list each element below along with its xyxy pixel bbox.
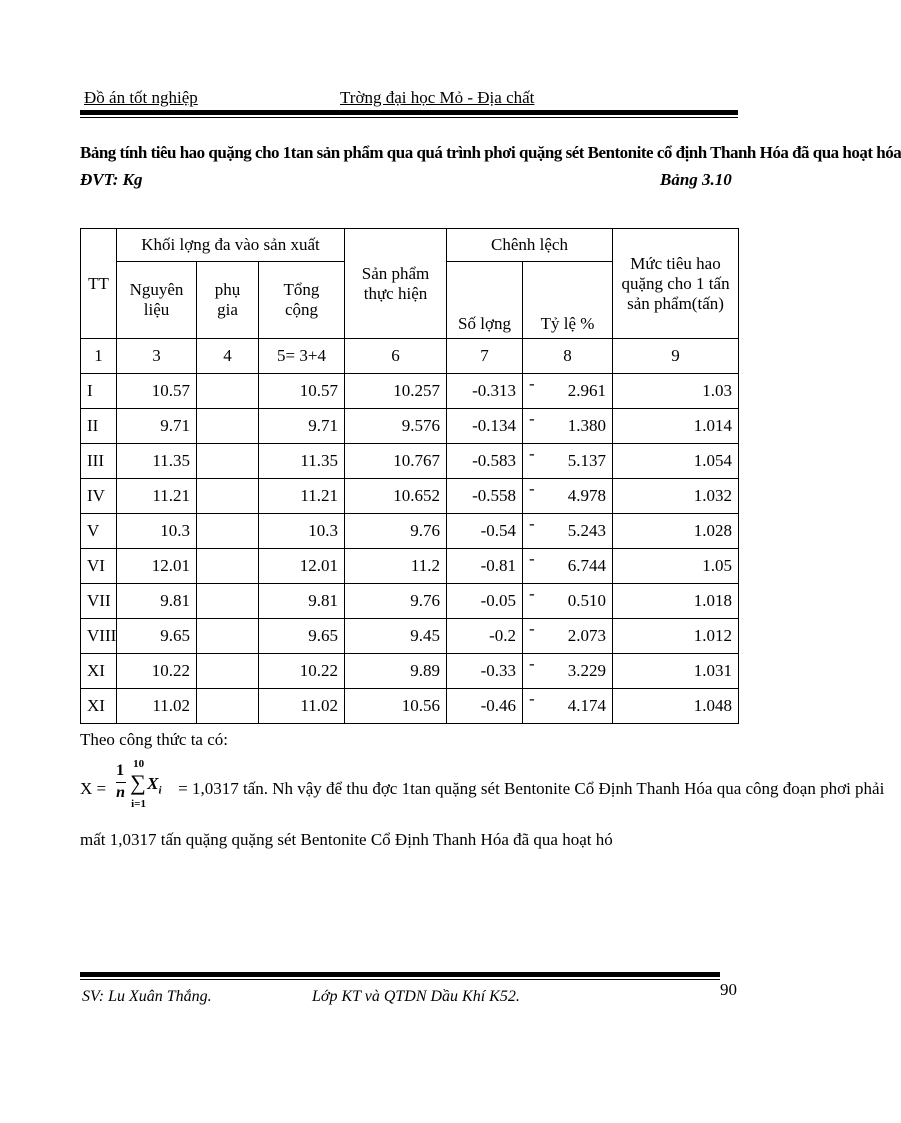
cell-tong-cong: 10.3 <box>259 514 345 549</box>
col-number: 3 <box>117 339 197 374</box>
table-row <box>81 689 739 724</box>
cell-muc-tieu-hao: 1.018 <box>613 584 739 619</box>
cell-muc-tieu-hao: 1.031 <box>613 654 739 689</box>
cell-muc-tieu-hao: 1.054 <box>613 444 739 479</box>
cell-phu-gia <box>197 619 259 654</box>
cell-so-luong: -0.558 <box>447 479 523 514</box>
cell-ty-le-value: 5.137 <box>567 451 607 470</box>
table-row <box>81 549 739 584</box>
cell-san-pham: 9.76 <box>345 514 447 549</box>
cell-phu-gia <box>197 514 259 549</box>
cell-dot: - <box>529 514 535 533</box>
formula-intro: Theo công thức ta có: <box>80 730 228 749</box>
cell-phu-gia <box>197 654 259 689</box>
row-tt: VIII <box>81 619 117 654</box>
cell-phu-gia <box>197 409 259 444</box>
fraction-denominator: n <box>116 784 126 801</box>
table-row <box>81 619 739 654</box>
table-row <box>81 409 739 444</box>
header-rule-thin <box>80 117 738 118</box>
footer-rule-thin <box>80 979 720 980</box>
cell-san-pham: 9.76 <box>345 584 447 619</box>
cell-dot: - <box>529 374 535 393</box>
formula-line <box>80 758 885 810</box>
cell-so-luong: -0.134 <box>447 409 523 444</box>
cell-ty-le-value: 2.073 <box>567 626 607 645</box>
table-row <box>81 584 739 619</box>
cell-ty-le <box>523 619 613 654</box>
cell-so-luong: -0.05 <box>447 584 523 619</box>
cell-phu-gia <box>197 689 259 724</box>
table-row <box>81 479 739 514</box>
row-tt: III <box>81 444 117 479</box>
cell-so-luong: -0.2 <box>447 619 523 654</box>
cell-ty-le <box>523 689 613 724</box>
cell-ty-le-value: 5.243 <box>567 521 607 540</box>
cell-muc-tieu-hao: 1.012 <box>613 619 739 654</box>
formula-result-text: = 1,0317 tấn. Nh vậy để thu đợc 1tan quặng sét Bentonite Cổ Định Thanh Hóa qua công đoạn phơi phải <box>178 778 885 798</box>
cell-ty-le <box>523 444 613 479</box>
cell-tong-cong: 11.21 <box>259 479 345 514</box>
cell-nguyen-lieu: 9.81 <box>117 584 197 619</box>
row-tt: VI <box>81 549 117 584</box>
cell-tong-cong: 9.81 <box>259 584 345 619</box>
cell-ty-le <box>523 479 613 514</box>
header-center-text: Trờng đại học Mỏ - Địa chất <box>340 88 535 107</box>
header-san-pham: Sản phẩm thực hiện <box>345 229 447 339</box>
cell-phu-gia <box>197 374 259 409</box>
cell-ty-le <box>523 654 613 689</box>
cell-ty-le <box>523 374 613 409</box>
col-number: 5= 3+4 <box>259 339 345 374</box>
table-row <box>81 514 739 549</box>
cell-dot: - <box>529 444 535 463</box>
cell-phu-gia <box>197 444 259 479</box>
cell-so-luong: -0.33 <box>447 654 523 689</box>
cell-nguyen-lieu: 9.65 <box>117 619 197 654</box>
cell-san-pham: 9.45 <box>345 619 447 654</box>
cell-nguyen-lieu: 11.35 <box>117 444 197 479</box>
cell-ty-le <box>523 584 613 619</box>
cell-ty-le-value: 6.744 <box>567 556 607 575</box>
row-tt: I <box>81 374 117 409</box>
page-number: 90 <box>720 980 737 999</box>
cell-ty-le-value: 4.978 <box>567 486 607 505</box>
cell-dot: - <box>529 689 535 708</box>
cell-nguyen-lieu: 11.02 <box>117 689 197 724</box>
row-tt: V <box>81 514 117 549</box>
sum-lower-limit: i=1 <box>131 798 146 810</box>
footer-rule-thick <box>80 972 720 977</box>
cell-tong-cong: 11.02 <box>259 689 345 724</box>
footer-class: Lớp KT và QTDN Dầu Khí K52. <box>312 988 520 1005</box>
cell-nguyen-lieu: 11.21 <box>117 479 197 514</box>
table-row <box>81 444 739 479</box>
cell-san-pham: 10.767 <box>345 444 447 479</box>
cell-san-pham: 10.652 <box>345 479 447 514</box>
header-ty-le: Tỷ lệ % <box>523 262 613 339</box>
col-number: 8 <box>523 339 613 374</box>
sum-variable <box>147 774 161 796</box>
cell-san-pham: 9.89 <box>345 654 447 689</box>
cell-ty-le-value: 1.380 <box>567 416 607 435</box>
cell-dot: - <box>529 409 535 428</box>
cell-so-luong: -0.81 <box>447 549 523 584</box>
table-body <box>81 374 739 724</box>
cell-tong-cong: 9.71 <box>259 409 345 444</box>
cell-muc-tieu-hao: 1.014 <box>613 409 739 444</box>
cell-san-pham: 10.56 <box>345 689 447 724</box>
row-tt: VII <box>81 584 117 619</box>
cell-nguyen-lieu: 12.01 <box>117 549 197 584</box>
cell-so-luong: -0.583 <box>447 444 523 479</box>
header-khoi-luong: Khối lợng đa vào sản xuất <box>117 229 345 262</box>
cell-dot: - <box>529 619 535 638</box>
header-tt: TT <box>81 229 117 339</box>
fraction-numerator: 1 <box>116 762 125 779</box>
sum-upper-limit: 10 <box>133 758 145 770</box>
cell-dot: - <box>529 549 535 568</box>
cell-san-pham: 9.576 <box>345 409 447 444</box>
cell-nguyen-lieu: 10.3 <box>117 514 197 549</box>
consumption-table <box>80 228 739 724</box>
cell-ty-le-value: 2.961 <box>567 381 607 400</box>
formula-x-eq: X = <box>80 778 107 798</box>
cell-muc-tieu-hao: 1.03 <box>613 374 739 409</box>
unit-label: ĐVT: Kg <box>80 170 143 189</box>
header-rule-thick <box>80 110 738 115</box>
cell-phu-gia <box>197 584 259 619</box>
fraction-bar <box>116 782 126 783</box>
cell-san-pham: 11.2 <box>345 549 447 584</box>
variable-x: X <box>147 774 159 793</box>
cell-ty-le <box>523 514 613 549</box>
cell-so-luong: -0.46 <box>447 689 523 724</box>
row-tt: II <box>81 409 117 444</box>
cell-muc-tieu-hao: 1.05 <box>613 549 739 584</box>
header-left-text: Đồ án tốt nghiệp <box>84 88 198 107</box>
col-number: 4 <box>197 339 259 374</box>
col-number: 7 <box>447 339 523 374</box>
cell-nguyen-lieu: 10.22 <box>117 654 197 689</box>
cell-so-luong: -0.313 <box>447 374 523 409</box>
sum-expression <box>106 758 178 810</box>
table-row <box>81 374 739 409</box>
header-so-luong: Số lợng <box>447 262 523 339</box>
cell-tong-cong: 12.01 <box>259 549 345 584</box>
cell-muc-tieu-hao: 1.048 <box>613 689 739 724</box>
cell-tong-cong: 10.57 <box>259 374 345 409</box>
row-tt: IV <box>81 479 117 514</box>
row-tt: XI <box>81 689 117 724</box>
table-row <box>81 654 739 689</box>
cell-ty-le <box>523 409 613 444</box>
cell-san-pham: 10.257 <box>345 374 447 409</box>
cell-so-luong: -0.54 <box>447 514 523 549</box>
col-number: 6 <box>345 339 447 374</box>
cell-ty-le-value: 0.510 <box>567 591 607 610</box>
cell-phu-gia <box>197 479 259 514</box>
cell-phu-gia <box>197 549 259 584</box>
cell-tong-cong: 9.65 <box>259 619 345 654</box>
table-number: Bảng 3.10 <box>660 170 732 189</box>
cell-dot: - <box>529 479 535 498</box>
formula-conclusion: mất 1,0317 tấn quặng quặng sét Bentonite Cổ Định Thanh Hóa đã qua hoạt hó <box>80 830 613 849</box>
cell-tong-cong: 11.35 <box>259 444 345 479</box>
cell-muc-tieu-hao: 1.032 <box>613 479 739 514</box>
cell-ty-le <box>523 549 613 584</box>
col-number: 1 <box>81 339 117 374</box>
cell-muc-tieu-hao: 1.028 <box>613 514 739 549</box>
sigma-icon: ∑ <box>130 770 146 795</box>
cell-nguyen-lieu: 10.57 <box>117 374 197 409</box>
header-phu-gia: phụ gia <box>197 262 259 339</box>
header-muc-tieu-hao: Mức tiêu hao quặng cho 1 tấn sản phẩm(tấn) <box>613 229 739 339</box>
cell-ty-le-value: 3.229 <box>567 661 607 680</box>
header-chenh-lech: Chênh lệch <box>447 229 613 262</box>
header-tong-cong: Tổng cộng <box>259 262 345 339</box>
col-number: 9 <box>613 339 739 374</box>
row-tt: XI <box>81 654 117 689</box>
cell-nguyen-lieu: 9.71 <box>117 409 197 444</box>
cell-tong-cong: 10.22 <box>259 654 345 689</box>
footer-student: SV: Lu Xuân Thắng. <box>82 988 212 1005</box>
cell-ty-le-value: 4.174 <box>567 696 607 715</box>
cell-dot: - <box>529 584 535 603</box>
cell-dot: - <box>529 654 535 673</box>
header-nguyen-lieu: Nguyên liệu <box>117 262 197 339</box>
variable-subscript: i <box>158 784 162 797</box>
table-title: Bảng tính tiêu hao quặng cho 1tan sản phẩm qua quá trình phơi quặng sét Bentonite cổ định Thanh Hóa đã qua hoạt hóa <box>80 143 901 162</box>
